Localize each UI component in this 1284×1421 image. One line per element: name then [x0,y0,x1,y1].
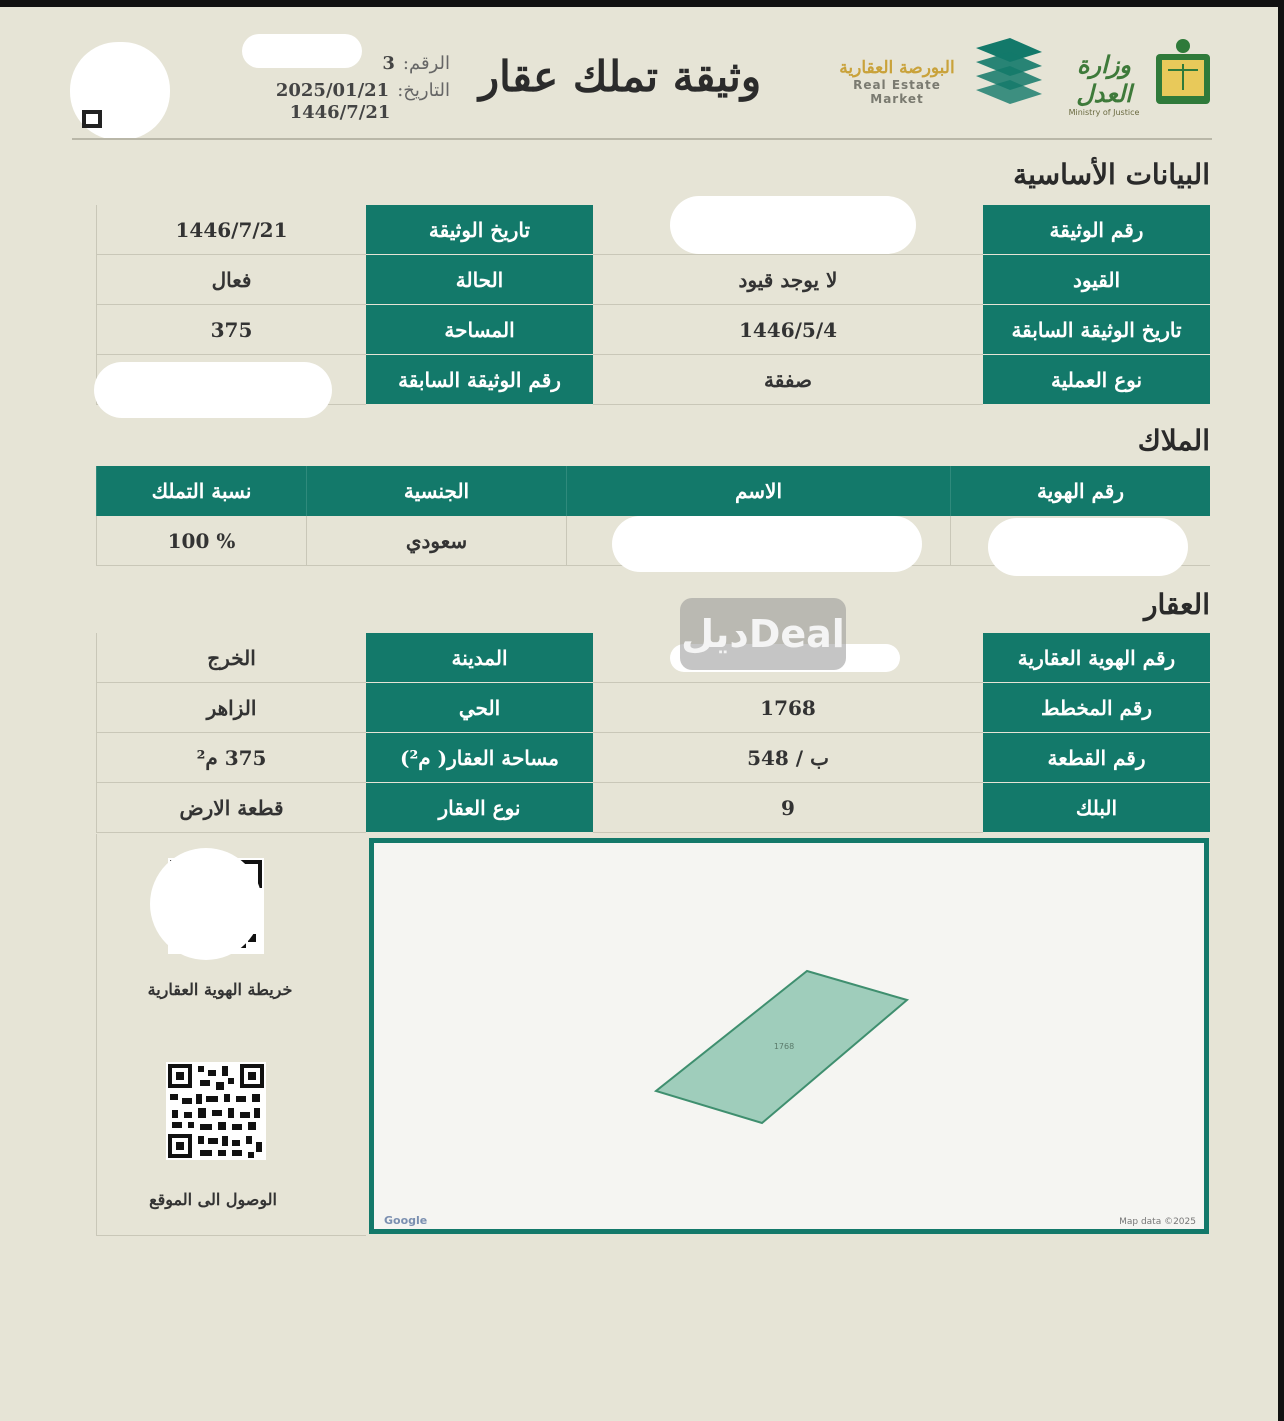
area-value: 375 [96,305,366,355]
property-type-label: نوع العقار [366,783,593,833]
market-logo-ar: البورصة العقارية [839,58,955,78]
map-canvas[interactable] [374,843,1204,1229]
block-value: 9 [593,783,983,833]
real-estate-market-logo [828,58,966,106]
doc-number-label: رقم الوثيقة [983,205,1210,255]
table-row [96,683,1210,733]
watermark-logo: ديلDeal [680,598,846,670]
ministry-of-justice-logo [1058,50,1150,117]
restrictions-label: القيود [983,255,1210,305]
share-value: % 100 [96,516,306,566]
number-value: 3 [382,53,395,74]
date-label: التاريخ: [397,80,450,101]
property-type-value: قطعة الارض [96,783,366,833]
hijri-date: 1446/7/21 [289,102,391,123]
map-data-attribution: Map data ©2025 [1119,1217,1196,1227]
redacted-doc-number [670,196,916,254]
property-table [96,633,1210,833]
property-id-label: رقم الهوية العقارية [983,633,1210,683]
market-logo-en: Real Estate Market [853,78,941,106]
redacted-property-map-qr [150,848,262,960]
operation-type-label: نوع العملية [983,355,1210,405]
property-map[interactable] [369,838,1209,1234]
map-qr-caption: خريطة الهوية العقارية [147,980,293,999]
moj-logo-ar: وزارة العدل [1076,50,1132,108]
date-value: 2025/01/21 [275,80,390,101]
parcel-number-label: رقم القطعة [983,733,1210,783]
table-row [96,783,1210,833]
redacted-owner-name [612,516,922,572]
page-title: وثيقة تملك عقار [478,52,762,101]
restrictions-value: لا يوجد قيود [593,255,983,305]
operation-type-value: صفقة [593,355,983,405]
district-value: الزاهر [96,683,366,733]
area-label: المساحة [366,305,593,355]
block-label: البلك [983,783,1210,833]
qr-corner-icon [82,110,102,128]
redacted-previous-doc-number [94,362,332,418]
plan-number-label: رقم المخطط [983,683,1210,733]
doc-date-value: 1446/7/21 [96,205,366,255]
number-label: الرقم: [402,53,450,74]
table-row [96,633,1210,683]
section-title-owners: الملاك [1137,424,1210,457]
owners-header-row [96,466,1210,516]
share-header: نسبة التملك [96,466,306,516]
table-row [96,305,1210,355]
table-row [96,255,1210,305]
redacted-owner-id [988,518,1188,576]
moj-logo-en: Ministry of Justice [1068,108,1140,117]
id-header: رقم الهوية [950,466,1210,516]
previous-doc-date-value: 1446/5/4 [593,305,983,355]
nationality-header: الجنسية [306,466,566,516]
location-qr-icon[interactable] [166,1062,266,1160]
nationality-value: سعودي [306,516,566,566]
location-qr-caption: الوصول الى الموقع [149,1190,277,1209]
section-title-property: العقار [1143,588,1210,621]
header-divider [72,138,1212,140]
previous-doc-number-label: رقم الوثيقة السابقة [366,355,593,405]
status-value: فعال [96,255,366,305]
right-frame-border [1278,0,1284,1421]
section-title-basic: البيانات الأساسية [1013,158,1210,191]
doc-date-label: تاريخ الوثيقة [366,205,593,255]
parcel-shape [374,843,1204,1229]
top-frame-border [0,0,1284,7]
emblem-icon [1152,36,1214,106]
district-label: الحي [366,683,593,733]
city-value: الخرج [96,633,366,683]
name-header: الاسم [566,466,950,516]
table-row [96,205,1210,255]
parcel-number-value: ب / 548 [593,733,983,783]
table-row [96,733,1210,783]
status-label: الحالة [366,255,593,305]
parcel-label: 1768 [773,1042,795,1051]
redacted-number [242,34,362,68]
previous-doc-date-label: تاريخ الوثيقة السابقة [983,305,1210,355]
plan-number-value: 1768 [593,683,983,733]
stacked-layers-icon [970,34,1048,112]
city-label: المدينة [366,633,593,683]
property-area-label: مساحة العقار( م²) [366,733,593,783]
property-area-value: 375 م² [96,733,366,783]
google-logo: Google [384,1214,428,1227]
